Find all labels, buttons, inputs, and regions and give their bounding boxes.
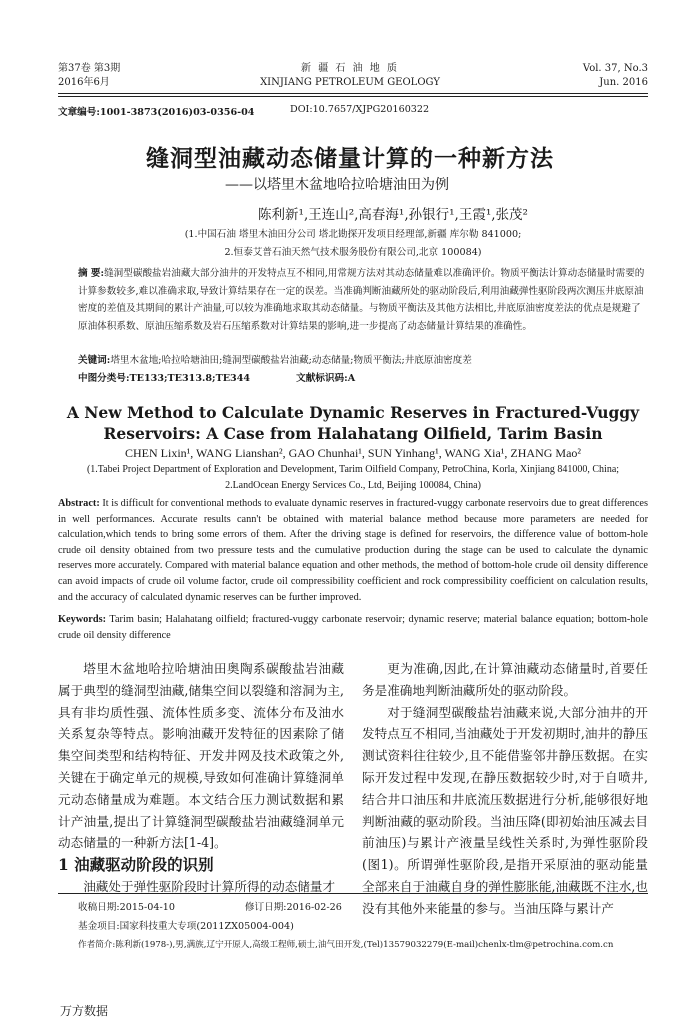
affiliation-en-2: 2.LandOcean Energy Services Co., Ltd, Beijing 100084, China) [225,480,481,491]
affiliation-en-1: (1.Tabei Project Department of Exploration and Development, Tarim Oilfield Company, PetroChina, Korla, Xinjiang 841000, China; [86,464,620,475]
section-heading-1: 1 油藏驱动阶段的识别 [58,855,214,875]
watermark-text: 万方数据 [60,1004,109,1018]
header-volume: 第37卷 第3期 [58,63,121,74]
header-date: 2016年6月 [58,77,110,88]
title-en: A New Method to Calculate Dynamic Reserves in Fractured-Vuggy Reservoirs: A Case from Halahatang Oilfield, Tarim Basin [66,403,640,443]
subtitle-zh: ——以塔里木盆地哈拉哈塘油田为例 [225,177,449,193]
article-number: 文章编号:1001-3873(2016)03-0356-04 [58,107,255,118]
body-right-paragraph-2: 对于缝洞型碳酸盐岩油藏来说,大部分油井的开发特点互不相同,当油藏处于开发初期时,油井的静压测试资料往往较少,且不能借鉴邻井静压数据。在实际开发过程中发现,在静压数据较少时,对于自喷井,结合井口油压和井底流压数据进行分析,能够很好地判断油藏的驱动阶段。当油压降(即初始油压减去目前油压)与累计产液量呈线性关系时,为弹性驱阶段(图1)。所谓弹性驱阶段,是指开采原油的驱动能量全部来自于油藏自身的弹性膨胀能,油藏既不注水,也没有其他外来能量的参与。当油压降与累计产 [362,704,648,916]
abstract-zh-text: 缝洞型碳酸盐岩油藏大部分油井的开发特点互不相同,用常规方法对其动态储量难以准确评价。物质平衡法计算动态储量时需要的计算参数较多,难以准确求取,导致计算结果存在一定的误差。当准确判断油藏所处的驱动阶段后,利用油藏弹性驱阶段两次测压井底原油密度的差值及其期间的累计产油量,可以较为准确地求取其动态储量。与物质平衡法及其他方法相比,井底原油密度差法的优点是规避了原油体积系数、原油压缩系数及岩石压缩系数对计算结果的影响,进一步提高了动态储量计算结果的准确性。 [78,268,645,332]
affiliation-zh-2: 2.恒泰艾普石油天然气技术服务股份有限公司,北京 100084) [224,247,482,258]
header-date-en: Jun. 2016 [599,77,648,88]
header-rule-top [58,93,648,94]
footnote-dates [78,898,658,917]
body-right-paragraph-1: 更为准确,因此,在计算油藏动态储量时,首要任务是准确地判断油藏所处的驱动阶段。 [362,661,648,698]
abstract-zh-label: 摘 要: [78,268,105,279]
header-journal-en: XINJIANG PETROLEUM GEOLOGY [260,77,440,88]
keywords-en [58,612,648,643]
abstract-en-text: It is difficult for conventional methods to evaluate dynamic reserves in fractured-vuggy carbonate reservoirs due to great differences in well performances. Accurate results cann't be obtained with material balance method because more parameters are needed for calculation,which tends to bring some errors of them. After the driving stage is defined for reservoirs, the difference value of bottom-hole crude oil density obtained from two pressure tests and the cumulative production during the stage can be used to calculate the dynamic reserves more accurately. Compared with material balance equation and other methods, the method of bottom-hole crude oil density difference can avoid impacts of crude oil volume factor, crude oil compressibility coefficient and rock compressibility coefficient on calculation results, and the accuracy of calculated dynamic reserves can be further improved. [58,498,648,603]
footnote-author: 作者简介:陈利新(1978-),男,满族,辽宁开原人,高级工程师,硕士,油气田开发,(Tel)13579032279(E-mail)chenlx-tlm@petrochina.com.cn [78,940,614,950]
doc-code-value: A [347,373,356,384]
abstract-en [58,496,648,605]
abstract-en-label: Abstract: [58,498,100,509]
authors-en: CHEN Lixin¹, WANG Lianshan², GAO Chunhai¹, SUN Yinhang¹, WANG Xia¹, ZHANG Mao² [125,446,581,460]
keywords-en-label: Keywords: [58,614,107,625]
footnote-fund: 基金项目:国家科技重大专项(2011ZX05004-004) [78,921,294,932]
clc-value: TE133;TE313.8;TE344 [129,373,251,384]
doc-code-label: 文献标识码: [296,373,348,384]
clc-label: 中图分类号: [78,373,130,384]
body-left-paragraph-1: 塔里木盆地哈拉哈塘油田奥陶系碳酸盐岩油藏属于典型的缝洞型油藏,储集空间以裂缝和溶洞为主,具有非均质性强、流体性质多变、流体分布及油水关系复杂等特点。影响油藏开发特征的因素除了储集空间类型和结构特征、开发井网及技术政策之外,关键在于确定单元的规模,导致如何准确计算缝洞单元动态储量成为难题。本文结合压力测试数据和累计产油量,提出了计算缝洞型碳酸盐岩油藏缝洞单元动态储量的一种新方法[1-4]。 [58,661,344,851]
footnote-received: 收稿日期:2015-04-10 [78,902,175,913]
footnote-revised: 修订日期:2016-02-26 [244,902,342,913]
keywords-zh-text: 塔里木盆地;哈拉哈塘油田;缝洞型碳酸盐岩油藏;动态储量;物质平衡法;井底原油密度差 [110,355,472,366]
body-left-column [58,658,344,898]
affiliation-zh-1: (1.中国石油 塔里木油田分公司 塔北勘探开发项目经理部,新疆 库尔勒 841000; [184,229,522,240]
title-zh: 缝洞型油藏动态储量计算的一种新方法 [146,145,554,172]
keywords-en-text: Tarim basin; Halahatang oilfield; fractured-vuggy carbonate reservoir; dynamic reserve; material balance equation; bottom-hole crude oil density difference [58,614,648,641]
header-vol-en: Vol. 37, No.3 [582,63,648,74]
body-left-paragraph-2: 油藏处于弹性驱阶段时计算所得的动态储量才 [83,878,336,894]
footnote-rule [58,893,648,894]
authors-zh: 陈利新¹,王连山²,高春海¹,孙银行¹,王霞¹,张茂² [258,207,528,223]
body-right-column [362,658,648,920]
keywords-zh-label: 关键词: [78,355,111,366]
doi: DOI:10.7657/XJPG20160322 [290,104,430,115]
classification-line [78,370,648,388]
abstract-zh [78,265,648,335]
keywords-zh [78,352,648,370]
header-journal-zh: 新 疆 石 油 地 质 [301,63,399,74]
header-rule-bottom [58,96,648,97]
